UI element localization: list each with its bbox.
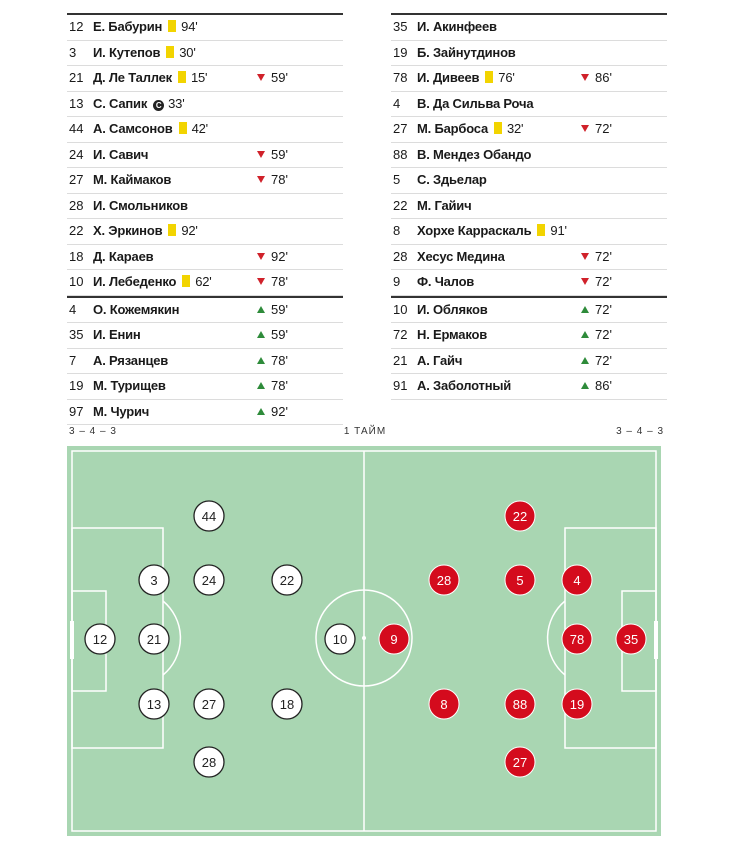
player-row: [391, 168, 667, 194]
arrow-up-icon: [257, 331, 265, 338]
sub-off-event: [581, 117, 612, 141]
sub-off-event: [581, 245, 612, 269]
arrow-down-icon: [581, 253, 589, 260]
player-number: 12: [69, 19, 84, 34]
substitution-minute: 86': [595, 378, 612, 393]
yellow-card-icon: [182, 275, 190, 287]
player-number: 28: [393, 248, 408, 264]
player-name-cell: [417, 194, 471, 218]
marker-number: 24: [201, 573, 217, 588]
substitution-minute: 59': [271, 327, 288, 342]
substitution-minute: 78': [271, 274, 288, 289]
player-number: 22: [69, 223, 84, 238]
yellow-card-event: [494, 117, 523, 141]
yellow-card-minute: 92': [181, 223, 198, 238]
player-name-cell: [93, 92, 184, 116]
player-number: 28: [69, 197, 84, 213]
player-name: И. Енин: [93, 327, 141, 342]
substitute-row: [67, 400, 343, 426]
arrow-down-icon: [257, 176, 265, 183]
sub-on-event: [257, 374, 288, 398]
left-goal: [70, 621, 74, 659]
player-name-cell: [93, 323, 141, 347]
player-name-cell: [93, 374, 166, 398]
away-formation: 3 – 4 – 3: [616, 426, 664, 437]
substitution-minute: 92': [271, 248, 288, 264]
player-name: Д. Ле Таллек: [93, 70, 172, 85]
player-name: Д. Караев: [93, 248, 154, 264]
sub-off-event: [257, 168, 288, 192]
player-row: [391, 143, 667, 169]
player-name: А. Рязанцев: [93, 352, 169, 368]
player-number: 19: [393, 44, 408, 60]
player-number: 27: [393, 121, 408, 136]
sub-off-event: [581, 66, 612, 90]
away-player-marker: [505, 501, 535, 531]
player-number: 35: [69, 327, 84, 342]
player-name: М. Гайич: [417, 197, 472, 213]
right-goal: [654, 621, 658, 659]
yellow-card-icon: [537, 224, 545, 236]
player-name: И. Савич: [93, 146, 149, 162]
away-lineup-table: [391, 13, 667, 400]
substitution-minute: 78': [271, 352, 288, 368]
player-number: 10: [69, 274, 84, 289]
arrow-up-icon: [257, 382, 265, 389]
marker-number: 22: [279, 573, 295, 588]
away-player-marker: [505, 565, 535, 595]
arrow-down-icon: [581, 125, 589, 132]
sub-on-event: [257, 298, 288, 322]
player-name-cell: [417, 15, 497, 39]
player-name: Е. Бабурин: [93, 19, 163, 34]
yellow-card-event: [166, 41, 195, 65]
marker-number: 19: [569, 697, 585, 712]
substitute-row: [391, 296, 667, 324]
player-row: [391, 15, 667, 41]
arrow-up-icon: [257, 357, 265, 364]
player-name-cell: [93, 15, 198, 39]
home-player-marker: [194, 565, 224, 595]
player-name: Хесус Медина: [417, 248, 505, 264]
player-name: М. Каймаков: [93, 172, 172, 187]
marker-number: 44: [201, 509, 217, 524]
player-name: Н. Ермаков: [417, 327, 487, 342]
player-name: Хорхе Карраскаль: [417, 223, 532, 238]
player-row: [391, 92, 667, 118]
player-number: 4: [69, 301, 77, 317]
player-row: [391, 219, 667, 245]
player-row: [67, 245, 343, 271]
sub-on-event: [581, 323, 612, 347]
substitution-minute: 59': [271, 146, 288, 162]
player-name: И. Лебеденко: [93, 274, 177, 289]
player-name-cell: [417, 219, 567, 243]
player-name-cell: [417, 168, 487, 192]
player-name-cell: [93, 270, 212, 294]
player-number: 13: [69, 95, 84, 111]
away-player-marker: [562, 565, 592, 595]
substitution-minute: 92': [271, 403, 288, 419]
player-number: 21: [393, 352, 408, 368]
player-name: М. Барбоса: [417, 121, 488, 136]
marker-number: 35: [623, 632, 639, 647]
substitution-minute: 72': [595, 327, 612, 342]
player-name-cell: [93, 219, 198, 243]
arrow-up-icon: [257, 306, 265, 313]
yellow-card-minute: 94': [181, 19, 198, 34]
player-number: 27: [69, 172, 84, 187]
yellow-card-event: [178, 66, 207, 90]
away-player-marker: [429, 565, 459, 595]
player-row: [67, 194, 343, 220]
substitute-row: [67, 323, 343, 349]
marker-number: 5: [516, 573, 524, 588]
yellow-card-icon: [168, 20, 176, 32]
marker-number: 27: [201, 697, 217, 712]
yellow-card-icon: [494, 122, 502, 134]
home-player-marker: [194, 747, 224, 777]
player-name: А. Гайч: [417, 352, 463, 368]
player-row: [67, 41, 343, 67]
player-name: И. Кутепов: [93, 44, 161, 60]
marker-number: 10: [332, 632, 348, 647]
player-name-cell: [93, 245, 153, 269]
substitute-row: [67, 349, 343, 375]
player-name-cell: [93, 117, 208, 141]
home-player-marker: [139, 565, 169, 595]
player-name-cell: [417, 349, 462, 373]
captain-event: [153, 92, 184, 116]
substitution-minute: 59': [271, 301, 288, 317]
substitute-row: [67, 296, 343, 324]
marker-number: 88: [512, 697, 528, 712]
substitute-row: [391, 323, 667, 349]
captain-minute: 33': [168, 95, 185, 111]
player-row: [391, 194, 667, 220]
marker-number: 12: [92, 632, 108, 647]
player-number: 44: [69, 121, 84, 136]
arrow-up-icon: [581, 357, 589, 364]
player-name-cell: [417, 298, 488, 322]
player-name-cell: [93, 400, 149, 424]
home-lineup-table: [67, 13, 343, 425]
player-name-cell: [417, 66, 515, 90]
substitution-minute: 72': [595, 121, 612, 136]
player-name-cell: [93, 143, 148, 167]
player-number: 97: [69, 403, 84, 419]
yellow-card-minute: 42': [191, 121, 208, 136]
arrow-down-icon: [581, 278, 589, 285]
away-player-marker: [429, 689, 459, 719]
sub-on-event: [581, 349, 612, 373]
substitution-minute: 72': [595, 301, 612, 317]
player-name: А. Самсонов: [93, 121, 173, 136]
yellow-card-minute: 32': [507, 121, 524, 136]
player-number: 10: [393, 301, 408, 317]
player-name: С. Здьелар: [417, 172, 487, 187]
substitution-minute: 78': [271, 172, 288, 187]
home-player-marker: [272, 565, 302, 595]
player-name: В. Да Сильва Роча: [417, 95, 534, 111]
player-number: 22: [393, 197, 408, 213]
player-number: 9: [393, 274, 401, 289]
substitution-minute: 72': [595, 352, 612, 368]
yellow-card-event: [182, 270, 211, 294]
player-number: 18: [69, 248, 84, 264]
marker-number: 4: [573, 573, 581, 588]
substitution-minute: 72': [595, 274, 612, 289]
yellow-card-minute: 91': [550, 223, 567, 238]
home-player-marker: [139, 689, 169, 719]
sub-off-event: [257, 143, 288, 167]
player-name: М. Чурич: [93, 403, 150, 419]
substitute-row: [391, 374, 667, 400]
away-player-marker: [562, 624, 592, 654]
yellow-card-icon: [485, 71, 493, 83]
substitute-row: [67, 374, 343, 400]
away-player-marker: [505, 689, 535, 719]
arrow-up-icon: [581, 331, 589, 338]
yellow-card-icon: [179, 122, 187, 134]
marker-number: 13: [146, 697, 162, 712]
home-player-marker: [85, 624, 115, 654]
sub-on-event: [257, 323, 288, 347]
substitution-minute: 59': [271, 70, 288, 85]
player-row: [391, 270, 667, 296]
player-name-cell: [93, 298, 179, 322]
player-name: А. Заболотный: [417, 378, 512, 393]
home-player-marker: [272, 689, 302, 719]
substitute-row: [391, 349, 667, 375]
arrow-down-icon: [257, 253, 265, 260]
player-row: [67, 143, 343, 169]
away-player-marker: [379, 624, 409, 654]
arrow-up-icon: [581, 306, 589, 313]
player-name-cell: [417, 92, 533, 116]
home-player-marker: [194, 689, 224, 719]
arrow-down-icon: [257, 74, 265, 81]
player-name: Б. Зайнутдинов: [417, 44, 516, 60]
player-number: 3: [69, 44, 77, 60]
player-row: [391, 245, 667, 271]
player-number: 88: [393, 146, 408, 162]
away-player-marker: [616, 624, 646, 654]
player-number: 4: [393, 95, 401, 111]
player-number: 19: [69, 378, 84, 393]
player-name: Ф. Чалов: [417, 274, 475, 289]
substitution-minute: 72': [595, 248, 612, 264]
home-player-marker: [139, 624, 169, 654]
player-name: О. Кожемякин: [93, 301, 180, 317]
yellow-card-icon: [178, 71, 186, 83]
marker-number: 9: [390, 632, 398, 647]
player-name-cell: [417, 143, 531, 167]
sub-on-event: [257, 349, 288, 373]
marker-number: 8: [440, 697, 448, 712]
marker-number: 28: [436, 573, 452, 588]
player-name-cell: [93, 41, 196, 65]
player-name: И. Дивеев: [417, 70, 480, 85]
captain-icon: C: [153, 100, 164, 111]
yellow-card-event: [179, 117, 208, 141]
sub-off-event: [257, 245, 288, 269]
sub-on-event: [581, 374, 612, 398]
player-name: В. Мендез Обандо: [417, 146, 532, 162]
sub-off-event: [257, 270, 288, 294]
player-name: Х. Эркинов: [93, 223, 163, 238]
home-player-marker: [194, 501, 224, 531]
player-row: [391, 117, 667, 143]
period-label: 1 ТАЙМ: [343, 426, 387, 437]
player-number: 7: [69, 352, 77, 368]
player-number: 24: [69, 146, 84, 162]
player-name-cell: [93, 66, 207, 90]
marker-number: 28: [201, 755, 217, 770]
arrow-down-icon: [581, 74, 589, 81]
yellow-card-minute: 30': [179, 44, 196, 60]
player-number: 8: [393, 223, 401, 238]
home-player-marker: [325, 624, 355, 654]
player-number: 91: [393, 378, 408, 393]
marker-number: 21: [146, 632, 162, 647]
yellow-card-minute: 76': [498, 70, 515, 85]
player-row: [67, 15, 343, 41]
yellow-card-icon: [168, 224, 176, 236]
marker-number: 27: [512, 755, 528, 770]
yellow-card-event: [537, 219, 566, 243]
yellow-card-minute: 62': [195, 274, 212, 289]
player-name-cell: [417, 270, 474, 294]
player-name: М. Турищев: [93, 378, 166, 393]
marker-number: 3: [150, 573, 158, 588]
player-name: И. Обляков: [417, 301, 488, 317]
sub-on-event: [581, 298, 612, 322]
player-name: И. Акинфеев: [417, 19, 497, 34]
home-formation: 3 – 4 – 3: [69, 426, 117, 437]
player-name-cell: [93, 168, 171, 192]
arrow-down-icon: [257, 278, 265, 285]
arrow-down-icon: [257, 151, 265, 158]
player-name-cell: [93, 194, 188, 218]
player-name: И. Смольников: [93, 197, 188, 213]
player-row: [391, 66, 667, 92]
player-number: 72: [393, 327, 408, 342]
player-number: 35: [393, 19, 408, 34]
player-name-cell: [417, 323, 487, 347]
marker-number: 22: [512, 509, 528, 524]
sub-off-event: [257, 66, 288, 90]
player-row: [391, 41, 667, 67]
away-player-marker: [505, 747, 535, 777]
player-name-cell: [93, 349, 168, 373]
player-name: С. Сапик: [93, 95, 148, 111]
player-row: [67, 66, 343, 92]
player-row: [67, 117, 343, 143]
marker-number: 18: [279, 697, 295, 712]
player-row: [67, 270, 343, 296]
yellow-card-event: [168, 219, 197, 243]
yellow-card-icon: [166, 46, 174, 58]
player-number: 78: [393, 70, 408, 85]
player-row: [67, 168, 343, 194]
away-player-marker: [562, 689, 592, 719]
player-name-cell: [417, 374, 511, 398]
substitution-minute: 78': [271, 378, 288, 393]
football-pitch: [67, 446, 661, 836]
yellow-card-event: [485, 66, 514, 90]
center-spot: [362, 636, 366, 640]
arrow-up-icon: [581, 382, 589, 389]
arrow-up-icon: [257, 408, 265, 415]
yellow-card-minute: 15': [190, 70, 208, 85]
sub-on-event: [257, 400, 288, 424]
substitution-minute: 86': [595, 70, 612, 85]
player-name-cell: [417, 41, 516, 65]
player-number: 21: [69, 70, 84, 85]
yellow-card-event: [168, 15, 197, 39]
player-name-cell: [417, 117, 523, 141]
player-row: [67, 92, 343, 118]
sub-off-event: [581, 270, 612, 294]
player-number: 5: [393, 172, 401, 187]
player-name-cell: [417, 245, 505, 269]
player-row: [67, 219, 343, 245]
marker-number: 78: [569, 632, 585, 647]
